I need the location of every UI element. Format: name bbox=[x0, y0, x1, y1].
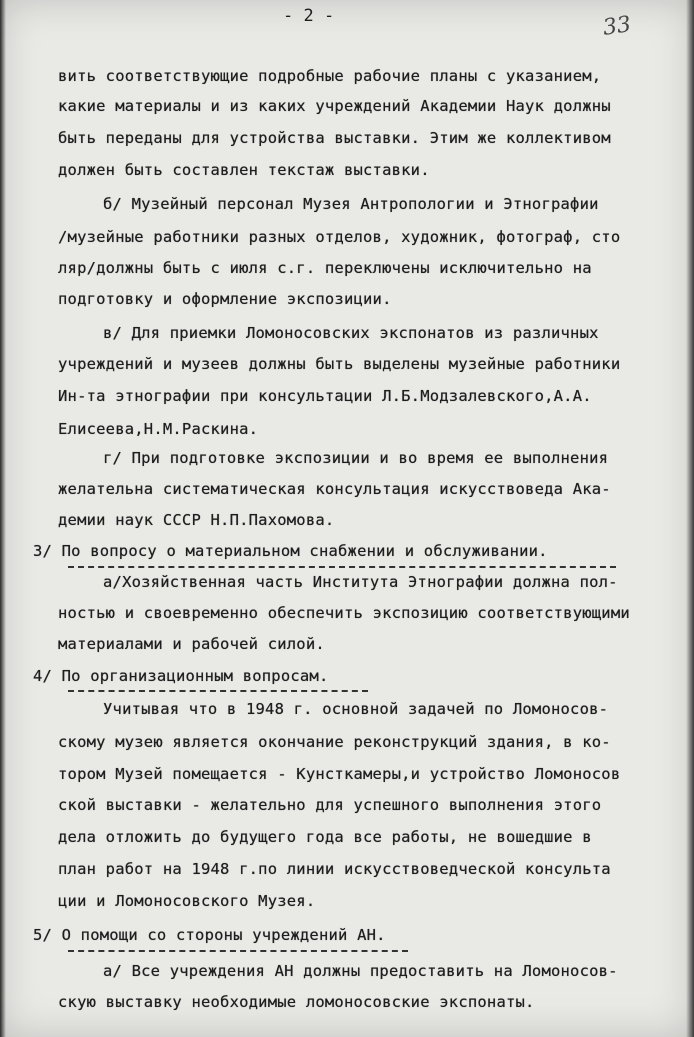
text-line: вить соответствующие подробные рабочие планы с указанием, bbox=[58, 67, 602, 85]
text-line: Учитывая что в 1948 г. основной задачей по Ломоносов- bbox=[103, 700, 609, 718]
page-edge-shadow-right bbox=[686, 0, 694, 1037]
text-line: скому музею является окончание реконструкций здания, в ко- bbox=[58, 733, 611, 751]
text-line: /музейные работники разных отделов, художник, фотограф, сто bbox=[58, 228, 621, 246]
text-line: ской выставки - желательно для успешного выполнения этого bbox=[58, 796, 602, 814]
heading-underline bbox=[68, 566, 616, 568]
text-line: какие материалы и из каких учреждений Академии Наук должны bbox=[58, 97, 611, 115]
text-line: демии наук СССР Н.П.Пахомова. bbox=[58, 511, 335, 529]
text-line: должен быть составлен текстаж выставки. bbox=[58, 161, 430, 179]
text-line: подготовку и оформление экспозиции. bbox=[58, 290, 392, 308]
text-line: в/ Для приемки Ломоносовских экспонатов из различных bbox=[103, 324, 599, 342]
text-line: б/ Музейный персонал Музея Антропологии и Этнографии bbox=[103, 195, 599, 213]
text-line: г/ При подготовке экспозиции и во время ее выполнения bbox=[103, 449, 609, 467]
page-number: - 2 - bbox=[283, 6, 335, 26]
text-line: а/Хозяйственная часть Института Этнографии должна пол- bbox=[103, 573, 618, 591]
section-heading: 5/ О помощи со стороны учреждений АН. bbox=[33, 926, 386, 944]
text-line: Елисеева,Н.М.Раскина. bbox=[58, 420, 259, 438]
text-line: материалами и рабочей силой. bbox=[58, 635, 325, 653]
text-line: учреждений и музеев должны быть выделены музейные работники bbox=[58, 355, 621, 373]
text-line: быть переданы для устройства выставки. Этим же коллективом bbox=[58, 129, 611, 147]
text-line: тором Музей помещается - Кунсткамеры,и устройство Ломоносов bbox=[58, 765, 621, 783]
section-heading: 3/ По вопросу о материальном снабжении и обслуживании. bbox=[33, 542, 548, 560]
text-line: Ин-та этнографии при консультации Л.Б.Модзалевского,А.А. bbox=[58, 387, 592, 405]
heading-underline bbox=[68, 950, 408, 952]
heading-underline bbox=[68, 690, 368, 692]
handwritten-folio-number: 33 bbox=[601, 12, 633, 41]
text-line: ляр/должны быть с июля с.г. переключены исключительно на bbox=[58, 259, 592, 277]
text-line: ностью и своевременно обеспечить экспозицию соответствующими bbox=[58, 604, 630, 622]
text-line: а/ Все учреждения АН должны предоставить на Ломоносов- bbox=[103, 962, 618, 980]
section-heading: 4/ По организационным вопросам. bbox=[33, 667, 329, 685]
text-line: ции и Ломоносовского Музея. bbox=[58, 892, 316, 910]
page-edge-shadow-left bbox=[0, 0, 6, 1037]
text-line: план работ на 1948 г.по линии искусствоведческой консульта bbox=[58, 860, 611, 878]
text-line: скую выставку необходимые ломоносовские экспонаты. bbox=[58, 993, 535, 1011]
text-line: желательна систематическая консультация искусствоведа Ака- bbox=[58, 480, 611, 498]
text-line: дела отложить до будущего года все работы, не вошедшие в bbox=[58, 828, 592, 846]
